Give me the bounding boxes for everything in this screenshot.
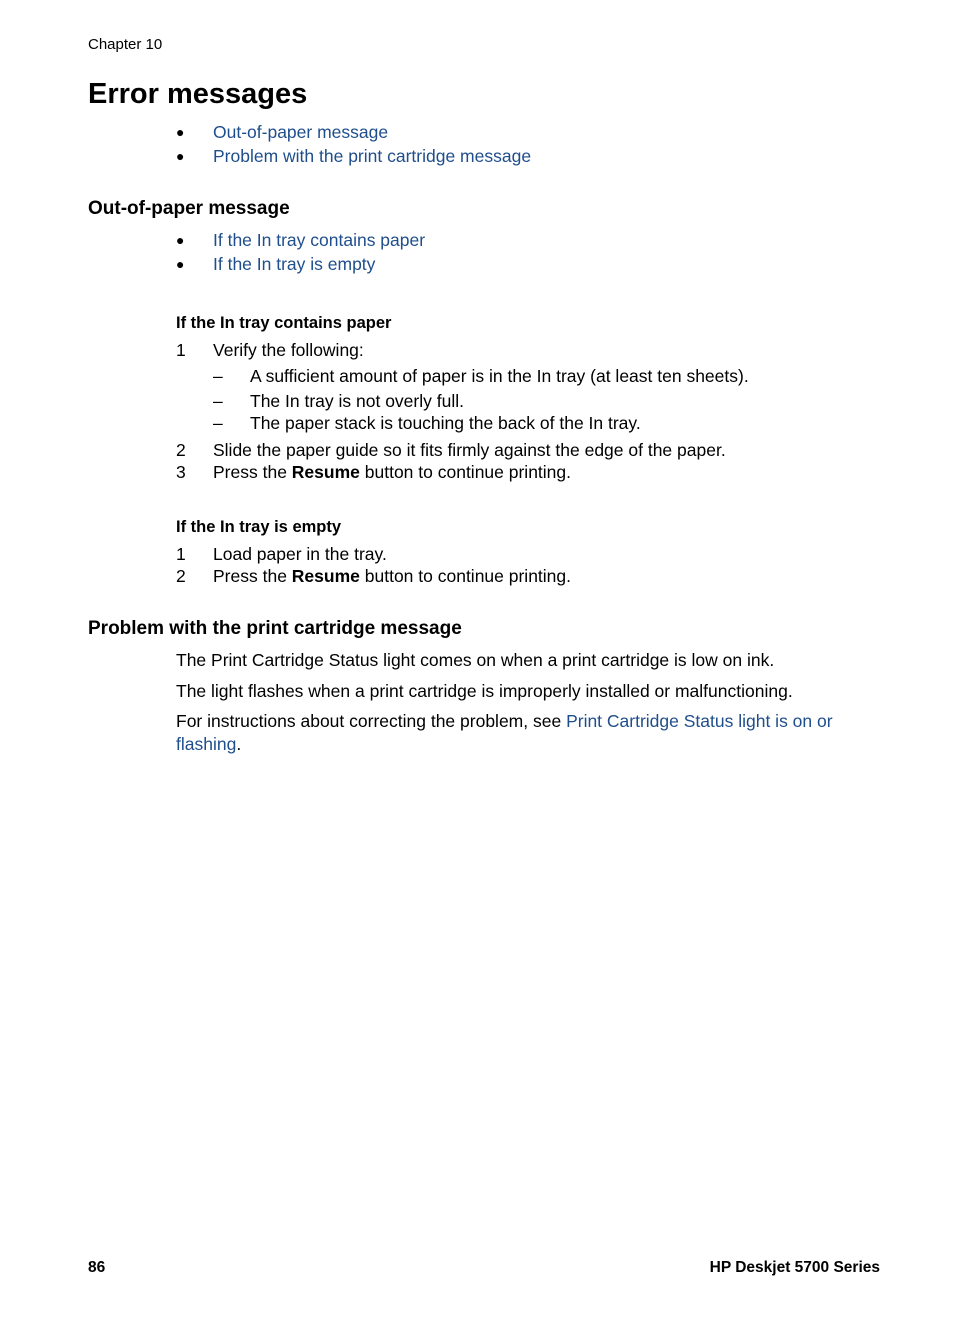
step-text: [213, 462, 571, 483]
step-number: 2: [176, 566, 186, 586]
dash-marker: –: [213, 413, 223, 433]
step-text: [213, 566, 571, 587]
paragraph: [176, 711, 833, 732]
step-number: 2: [176, 440, 186, 460]
bullet-icon: ●: [176, 148, 185, 164]
sub-item-text: The In tray is not overly full.: [250, 391, 464, 411]
step-number: 3: [176, 462, 186, 482]
link-status-light-continued[interactable]: flashing: [176, 734, 237, 754]
dash-marker: –: [213, 366, 223, 386]
page-title: Error messages: [88, 78, 308, 110]
step-text-pre: Press the: [213, 566, 292, 586]
bullet-icon: ●: [176, 124, 185, 140]
paragraph-continuation: [176, 734, 241, 755]
product-name: HP Deskjet 5700 Series: [709, 1259, 880, 1276]
paragraph-text: For instructions about correcting the problem, see: [176, 711, 567, 731]
step-text: Verify the following:: [213, 340, 364, 360]
step-number: 1: [176, 340, 186, 360]
step-text-post: button to continue printing.: [359, 462, 572, 482]
sub-item-text: A sufficient amount of paper is in the In tray (at least ten sheets).: [250, 366, 749, 386]
step-text-pre: Press the: [213, 462, 292, 482]
page-number: 86: [88, 1259, 106, 1276]
paragraph: The Print Cartridge Status light comes on when a print cartridge is low on ink.: [176, 650, 775, 670]
link-status-light[interactable]: Print Cartridge Status light is on or: [566, 711, 833, 731]
link-tray-empty[interactable]: If the In tray is empty: [213, 254, 376, 274]
section-heading-out-of-paper: Out-of-paper message: [88, 198, 290, 219]
link-tray-contains-paper[interactable]: If the In tray contains paper: [213, 230, 426, 250]
resume-button-name: Resume: [291, 462, 360, 482]
step-text: Slide the paper guide so it fits firmly against the edge of the paper.: [213, 440, 726, 460]
sub-item-text: The paper stack is touching the back of the In tray.: [250, 413, 641, 433]
subheading-tray-empty: If the In tray is empty: [176, 518, 342, 536]
dash-marker: –: [213, 391, 223, 411]
step-text-post: button to continue printing.: [359, 566, 572, 586]
step-text: Load paper in the tray.: [213, 544, 387, 564]
bullet-icon: ●: [176, 256, 185, 272]
link-out-of-paper[interactable]: Out-of-paper message: [213, 122, 389, 142]
step-number: 1: [176, 544, 186, 564]
chapter-label: Chapter 10: [88, 36, 163, 53]
paragraph-text: .: [236, 734, 242, 754]
section-heading-cartridge: Problem with the print cartridge message: [88, 618, 462, 639]
link-cartridge-problem[interactable]: Problem with the print cartridge message: [213, 146, 532, 166]
bullet-icon: ●: [176, 232, 185, 248]
subheading-tray-contains-paper: If the In tray contains paper: [176, 314, 392, 332]
paragraph: The light flashes when a print cartridge is improperly installed or malfunctioning.: [176, 681, 793, 701]
resume-button-name: Resume: [291, 566, 360, 586]
